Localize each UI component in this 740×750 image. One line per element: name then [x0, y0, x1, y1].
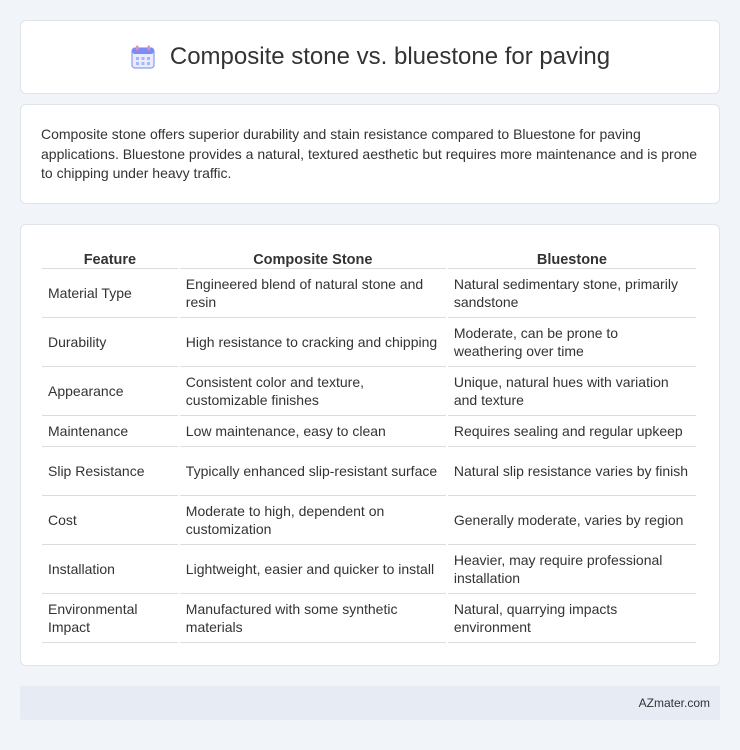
feature-cell: Maintenance	[42, 416, 178, 447]
summary-text: Composite stone offers superior durability and stain resistance compared to Bluestone for paving applications. Bluestone provides a natural, textured aesthetic but requires more maintenance and is prone to chipping under heavy traffic.	[41, 126, 698, 181]
title-card	[20, 20, 720, 94]
bluestone-cell: Requires sealing and regular upkeep	[448, 416, 696, 447]
table-row	[42, 416, 696, 447]
header-feature: Feature	[42, 245, 178, 269]
composite-cell: Manufactured with some synthetic materials	[180, 594, 446, 643]
footer-brand: AZmater.com	[638, 696, 710, 710]
table-row	[42, 447, 696, 496]
header-composite-stone: Composite Stone	[180, 245, 446, 269]
feature-cell: Appearance	[42, 367, 178, 416]
feature-cell: Material Type	[42, 269, 178, 318]
comparison-table	[40, 245, 698, 643]
bluestone-cell: Moderate, can be prone to weathering over time	[448, 318, 696, 367]
bluestone-cell: Natural, quarrying impacts environment	[448, 594, 696, 643]
feature-cell: Slip Resistance	[42, 447, 178, 496]
composite-cell: Typically enhanced slip-resistant surface	[180, 447, 446, 496]
bluestone-cell: Generally moderate, varies by region	[448, 496, 696, 545]
feature-cell: Environmental Impact	[42, 594, 178, 643]
table-row	[42, 496, 696, 545]
summary-card	[20, 104, 720, 204]
table-row	[42, 594, 696, 643]
composite-cell: Engineered blend of natural stone and resin	[180, 269, 446, 318]
composite-cell: High resistance to cracking and chipping	[180, 318, 446, 367]
table-row	[42, 318, 696, 367]
table-header-row	[42, 245, 696, 269]
table-row	[42, 545, 696, 594]
composite-cell: Moderate to high, dependent on customization	[180, 496, 446, 545]
bluestone-cell: Natural slip resistance varies by finish	[448, 447, 696, 496]
feature-cell: Installation	[42, 545, 178, 594]
bluestone-cell: Heavier, may require professional installation	[448, 545, 696, 594]
calendar-icon	[130, 44, 156, 70]
composite-cell: Consistent color and texture, customizable finishes	[180, 367, 446, 416]
footer	[20, 686, 720, 720]
bluestone-cell: Natural sedimentary stone, primarily sandstone	[448, 269, 696, 318]
bluestone-cell: Unique, natural hues with variation and texture	[448, 367, 696, 416]
table-row	[42, 367, 696, 416]
composite-cell: Low maintenance, easy to clean	[180, 416, 446, 447]
feature-cell: Durability	[42, 318, 178, 367]
header-bluestone: Bluestone	[448, 245, 696, 269]
comparison-table-card	[20, 224, 720, 666]
table-row	[42, 269, 696, 318]
composite-cell: Lightweight, easier and quicker to install	[180, 545, 446, 594]
page-title: Composite stone vs. bluestone for paving	[169, 43, 611, 70]
feature-cell: Cost	[42, 496, 178, 545]
